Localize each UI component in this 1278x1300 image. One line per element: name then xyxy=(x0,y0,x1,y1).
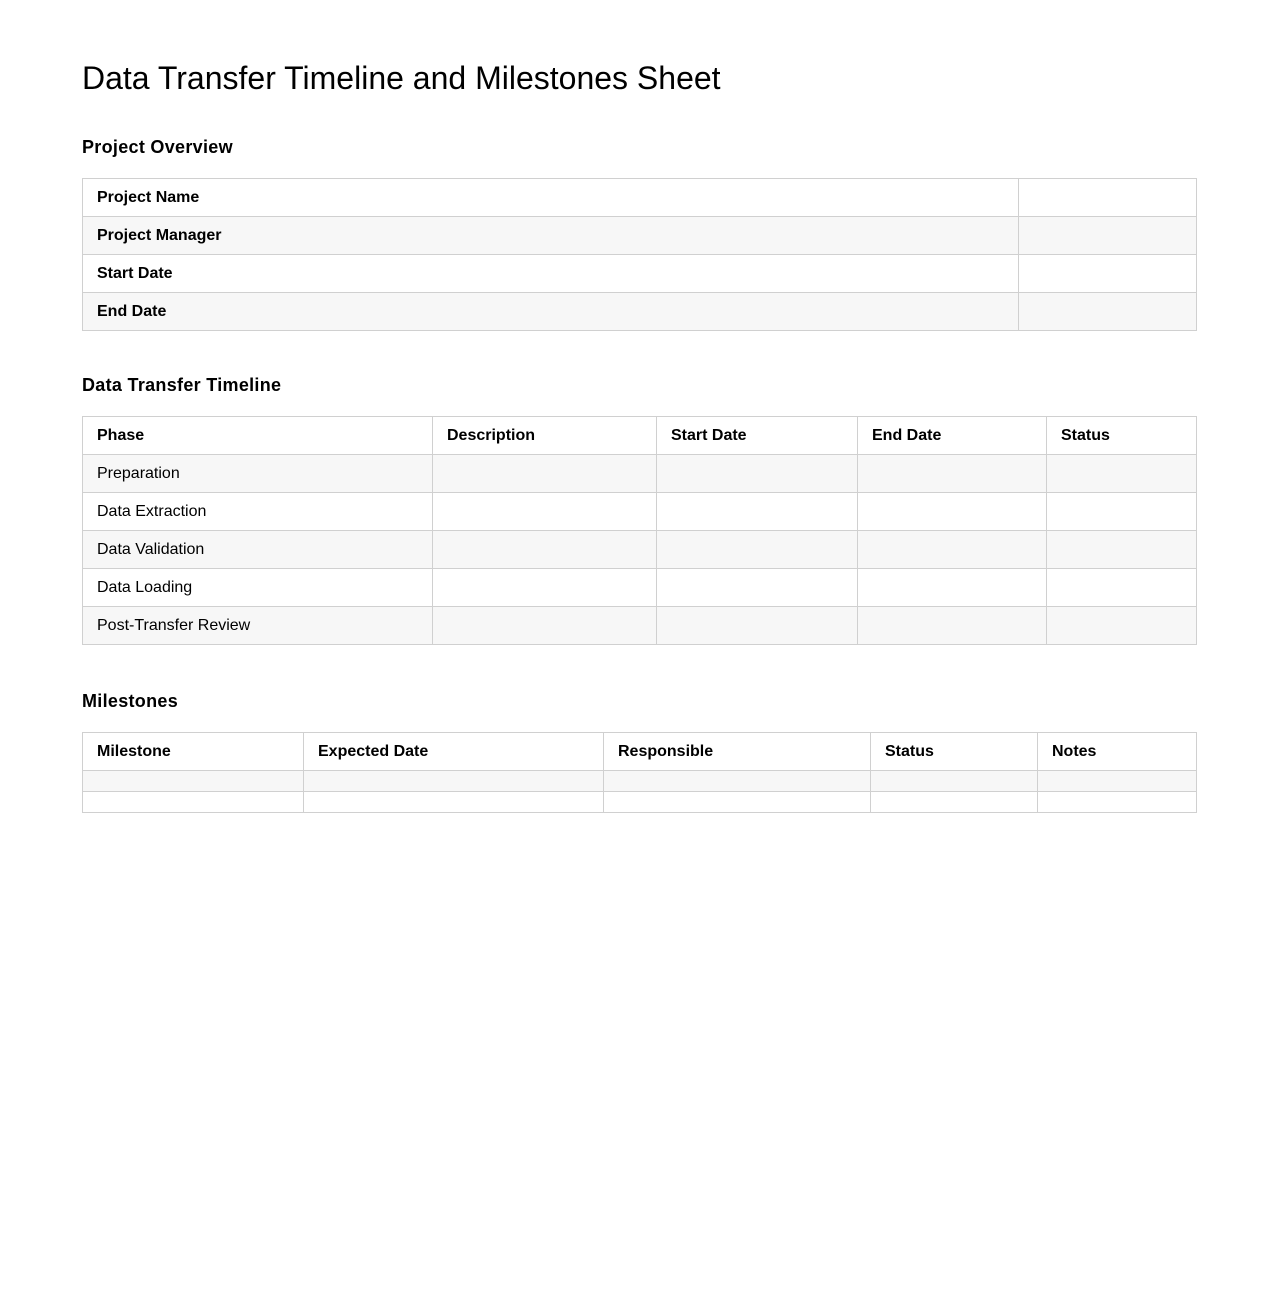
timeline-cell[interactable] xyxy=(858,455,1047,493)
timeline-row xyxy=(83,569,1197,607)
timeline-cell[interactable]: Post-Transfer Review xyxy=(83,607,433,645)
timeline-column-header: Description xyxy=(433,417,657,455)
timeline-cell[interactable] xyxy=(657,607,858,645)
overview-label: Start Date xyxy=(83,255,1019,293)
milestones-row xyxy=(83,771,1197,792)
overview-label: Project Manager xyxy=(83,217,1019,255)
milestones-row xyxy=(83,792,1197,813)
timeline-cell[interactable] xyxy=(433,607,657,645)
timeline-row xyxy=(83,531,1197,569)
milestones-cell[interactable] xyxy=(1038,771,1197,792)
overview-label: Project Name xyxy=(83,179,1019,217)
milestones-table xyxy=(82,732,1197,813)
milestones-cell[interactable] xyxy=(871,771,1038,792)
timeline-cell[interactable] xyxy=(858,531,1047,569)
milestones-column-header: Notes xyxy=(1038,733,1197,771)
timeline-cell[interactable] xyxy=(433,493,657,531)
timeline-column-header: End Date xyxy=(858,417,1047,455)
milestones-cell[interactable] xyxy=(1038,792,1197,813)
timeline-column-header: Start Date xyxy=(657,417,858,455)
timeline-cell[interactable] xyxy=(858,569,1047,607)
timeline-row xyxy=(83,493,1197,531)
overview-value-cell[interactable] xyxy=(1019,255,1197,293)
timeline-cell[interactable]: Data Validation xyxy=(83,531,433,569)
milestones-cell[interactable] xyxy=(83,771,304,792)
overview-value-cell[interactable] xyxy=(1019,179,1197,217)
page-title: Data Transfer Timeline and Milestones Sheet xyxy=(82,60,721,96)
timeline-table xyxy=(82,416,1197,645)
timeline-cell[interactable] xyxy=(433,531,657,569)
timeline-cell[interactable] xyxy=(657,569,858,607)
milestones-heading: Milestones xyxy=(82,691,179,711)
timeline-cell[interactable] xyxy=(1047,531,1197,569)
timeline-cell[interactable]: Data Loading xyxy=(83,569,433,607)
overview-value-cell[interactable] xyxy=(1019,293,1197,331)
timeline-cell[interactable] xyxy=(1047,607,1197,645)
timeline-cell[interactable] xyxy=(1047,569,1197,607)
timeline-cell[interactable] xyxy=(433,569,657,607)
milestones-cell[interactable] xyxy=(304,792,604,813)
timeline-column-header: Phase xyxy=(83,417,433,455)
timeline-cell[interactable]: Data Extraction xyxy=(83,493,433,531)
timeline-row xyxy=(83,455,1197,493)
timeline-row xyxy=(83,607,1197,645)
milestones-column-header: Status xyxy=(871,733,1038,771)
overview-value-cell[interactable] xyxy=(1019,217,1197,255)
timeline-cell[interactable] xyxy=(657,493,858,531)
milestones-cell[interactable] xyxy=(604,771,871,792)
overview-row xyxy=(83,217,1197,255)
milestones-cell[interactable] xyxy=(304,771,604,792)
timeline-cell[interactable] xyxy=(858,493,1047,531)
milestones-cell[interactable] xyxy=(871,792,1038,813)
timeline-heading: Data Transfer Timeline xyxy=(82,375,282,395)
overview-row xyxy=(83,255,1197,293)
timeline-cell[interactable] xyxy=(657,531,858,569)
overview-label: End Date xyxy=(83,293,1019,331)
milestones-cell[interactable] xyxy=(83,792,304,813)
milestones-cell[interactable] xyxy=(604,792,871,813)
overview-row xyxy=(83,179,1197,217)
milestones-column-header: Milestone xyxy=(83,733,304,771)
timeline-column-header: Status xyxy=(1047,417,1197,455)
project-overview-table xyxy=(82,178,1197,331)
milestones-column-header: Expected Date xyxy=(304,733,604,771)
timeline-cell[interactable] xyxy=(858,607,1047,645)
milestones-column-header: Responsible xyxy=(604,733,871,771)
timeline-cell[interactable] xyxy=(1047,493,1197,531)
timeline-cell[interactable] xyxy=(1047,455,1197,493)
timeline-cell[interactable] xyxy=(657,455,858,493)
overview-row xyxy=(83,293,1197,331)
timeline-cell[interactable] xyxy=(433,455,657,493)
timeline-cell[interactable]: Preparation xyxy=(83,455,433,493)
project-overview-heading: Project Overview xyxy=(82,137,233,157)
